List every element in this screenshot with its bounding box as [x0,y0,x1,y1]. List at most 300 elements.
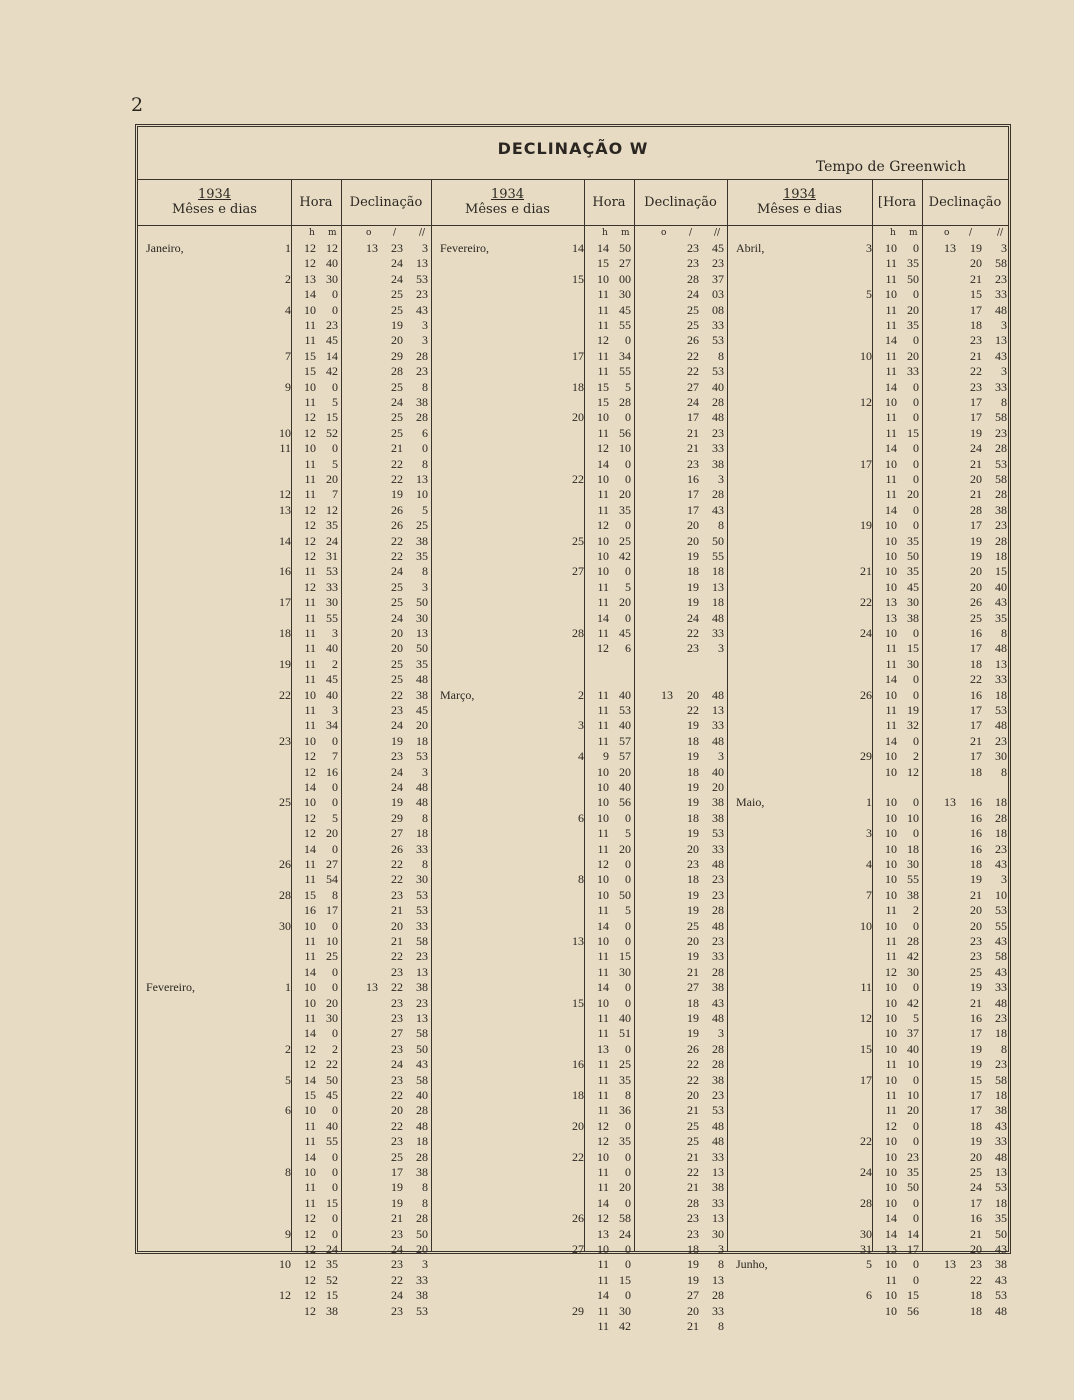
arc-seconds: 18 [995,1195,1007,1210]
unit-min: / [689,228,693,238]
hour: 14 [597,1288,609,1303]
arc-seconds: 8 [1001,395,1007,409]
minute: 35 [619,1072,631,1087]
arc-minutes: 17 [391,1165,403,1179]
unit-min: / [393,228,397,238]
day: 15 [572,271,584,286]
unit-m: m [328,228,337,238]
arc-minutes: 23 [391,995,403,1010]
hour: 10 [597,1149,609,1164]
table-row [138,241,1008,256]
arc-minutes: 18 [970,1303,982,1318]
hour: 12 [597,1118,609,1133]
arc-minutes: 21 [687,1319,699,1333]
hour: 11 [304,595,316,610]
minute: 52 [326,425,338,440]
hour: 10 [885,1072,897,1087]
hour: 10 [885,826,897,841]
hour: 10 [597,810,609,825]
minute: 30 [619,287,631,302]
arc-seconds: 58 [995,1072,1007,1087]
arc-minutes: 25 [391,672,403,687]
arc-seconds: 28 [416,1211,428,1226]
hour: 13 [597,1226,609,1241]
minute: 25 [619,533,631,548]
minute: 0 [913,1257,919,1272]
arc-seconds: 30 [416,610,428,625]
arc-seconds: 33 [995,287,1007,302]
arc-minutes: 23 [970,934,982,948]
day: 12 [860,395,872,409]
minute: 15 [326,410,338,425]
table-row [138,688,1008,703]
hour: 12 [304,1288,316,1303]
hour: 10 [885,533,897,548]
minute: 33 [326,579,338,594]
arc-minutes: 21 [391,903,403,918]
day: 10 [279,425,291,440]
minute: 32 [907,718,919,733]
arc-seconds: 13 [712,703,724,717]
minute: 5 [625,826,631,841]
arc-minutes: 20 [970,918,982,933]
day: 15 [572,995,584,1010]
minute: 35 [907,564,919,579]
hour: 11 [597,487,609,502]
unit-min: / [969,228,973,238]
degrees: 13 [944,795,956,810]
day: 6 [285,1103,291,1118]
arc-minutes: 19 [687,595,699,610]
arc-minutes: 25 [970,1165,982,1179]
minute: 0 [332,1149,338,1164]
day: 17 [860,456,872,471]
hour: 12 [304,1242,316,1256]
arc-minutes: 19 [687,1026,699,1041]
minute: 0 [332,841,338,856]
col-header-declination-3 [922,179,1008,225]
minute: 56 [619,795,631,810]
arc-minutes: 26 [391,502,403,517]
day: 3 [866,826,872,841]
minute: 10 [619,441,631,456]
hour: 10 [885,1195,897,1210]
hour: 11 [304,487,316,502]
minute: 55 [326,610,338,625]
minute: 55 [619,364,631,379]
minute: 15 [326,1195,338,1210]
col-header-months-3 [727,179,872,225]
hour: 11 [597,1026,609,1041]
arc-minutes: 22 [391,1272,403,1287]
hour: 13 [885,1242,897,1256]
arc-seconds: 28 [416,1103,428,1118]
minute: 15 [907,425,919,440]
arc-seconds: 48 [712,1134,724,1149]
hour: 10 [885,764,897,779]
arc-minutes: 25 [687,1134,699,1149]
hour: 11 [304,1195,316,1210]
arc-seconds: 28 [712,395,724,409]
arc-minutes: 25 [687,918,699,933]
arc-seconds: 40 [712,764,724,779]
arc-seconds: 33 [712,1195,724,1210]
arc-minutes: 23 [687,241,699,255]
minute: 35 [907,256,919,271]
minute: 20 [326,472,338,486]
arc-minutes: 24 [391,256,403,271]
arc-minutes: 21 [391,441,403,456]
minute: 0 [913,333,919,348]
hour: 14 [597,918,609,933]
minute: 31 [326,549,338,563]
hour: 11 [304,934,316,948]
minute: 0 [913,287,919,302]
day: 2 [578,687,584,702]
hour: 14 [885,441,897,456]
day: 16 [279,564,291,579]
table-row [138,1088,1008,1103]
minute: 53 [326,564,338,579]
unit-deg: o [661,228,667,238]
arc-minutes: 21 [687,964,699,979]
minute: 24 [619,1226,631,1241]
minute: 50 [907,549,919,563]
day: 22 [279,687,291,702]
arc-seconds: 45 [416,703,428,717]
arc-seconds: 13 [995,656,1007,671]
hour: 10 [885,1257,897,1272]
minute: 2 [913,903,919,918]
arc-seconds: 38 [416,980,428,995]
arc-seconds: 48 [995,718,1007,733]
hour: 12 [304,1057,316,1072]
arc-minutes: 16 [970,810,982,825]
minute: 0 [625,1195,631,1210]
minute: 35 [907,318,919,332]
hour: 10 [885,518,897,533]
arc-minutes: 21 [970,887,982,902]
month-name: Abril, [736,241,765,255]
minute: 20 [619,841,631,856]
minute: 5 [332,810,338,825]
arc-minutes: 25 [391,425,403,440]
arc-seconds: 13 [712,1272,724,1287]
minute: 30 [326,1011,338,1025]
arc-minutes: 17 [970,641,982,656]
table-row [138,1073,1008,1088]
arc-seconds: 8 [718,518,724,533]
arc-seconds: 58 [416,1072,428,1087]
minute: 35 [326,1257,338,1272]
day: 8 [578,872,584,887]
arc-minutes: 19 [970,1057,982,1072]
hour: 10 [885,749,897,764]
minute: 0 [913,918,919,933]
minute: 0 [625,934,631,948]
arc-minutes: 21 [970,995,982,1010]
minute: 12 [326,241,338,255]
arc-seconds: 48 [712,1118,724,1133]
arc-seconds: 53 [416,887,428,902]
minute: 0 [332,1211,338,1226]
minute: 23 [326,318,338,332]
arc-minutes: 22 [391,1088,403,1102]
arc-seconds: 53 [416,903,428,918]
arc-minutes: 19 [970,533,982,548]
col-header-months-1 [138,179,291,225]
hour: 15 [304,887,316,902]
minute: 35 [907,1165,919,1179]
hour: 12 [304,579,316,594]
minute: 42 [619,1319,631,1333]
minute: 25 [326,949,338,964]
arc-seconds: 48 [712,687,724,702]
hour: 14 [304,1149,316,1164]
hour: 11 [304,318,316,332]
arc-seconds: 3 [422,241,428,255]
minute: 10 [907,810,919,825]
arc-seconds: 38 [995,1103,1007,1118]
arc-seconds: 13 [712,1165,724,1179]
arc-seconds: 23 [416,995,428,1010]
arc-seconds: 55 [995,918,1007,933]
arc-minutes: 25 [391,579,403,594]
arc-seconds: 53 [712,333,724,348]
minute: 45 [619,626,631,640]
unit-sec: // [419,228,426,238]
minute: 35 [619,502,631,517]
arc-minutes: 17 [970,410,982,425]
minute: 38 [907,887,919,902]
hour: 10 [885,549,897,563]
minute: 53 [619,703,631,717]
hour: 10 [885,995,897,1010]
table-row [138,287,1008,302]
arc-minutes: 23 [391,1226,403,1241]
arc-seconds: 03 [712,287,724,302]
minute: 0 [913,379,919,394]
day: 9 [285,1226,291,1241]
day: 27 [572,1242,584,1256]
arc-seconds: 8 [1001,626,1007,640]
arc-seconds: 28 [416,1149,428,1164]
hour: 10 [597,934,609,948]
arc-seconds: 48 [995,641,1007,656]
day: 1 [866,795,872,810]
day: 31 [860,1242,872,1256]
arc-seconds: 15 [995,564,1007,579]
hour: 11 [885,718,897,733]
minute: 40 [619,718,631,733]
hour: 11 [885,934,897,948]
arc-seconds: 38 [416,1165,428,1179]
month-name: Maio, [736,795,765,810]
hour: 10 [597,795,609,810]
arc-minutes: 24 [391,564,403,579]
minute: 35 [619,1134,631,1149]
arc-seconds: 3 [422,1257,428,1272]
hour: 11 [597,949,609,964]
hour: 11 [597,348,609,363]
hour: 14 [304,964,316,979]
hour: 10 [885,241,897,255]
day: 15 [860,1041,872,1056]
arc-minutes: 17 [970,703,982,717]
arc-minutes: 26 [391,841,403,856]
hour: 14 [304,1072,316,1087]
arc-seconds: 58 [995,410,1007,425]
arc-minutes: 21 [970,348,982,363]
minute: 5 [625,579,631,594]
minute: 45 [326,672,338,687]
table-row [138,534,1008,549]
minute: 20 [907,348,919,363]
minute: 0 [913,1195,919,1210]
hour: 10 [885,395,897,409]
arc-seconds: 28 [712,487,724,502]
arc-minutes: 24 [391,395,403,409]
arc-minutes: 20 [687,1088,699,1102]
hour: 10 [885,564,897,579]
arc-minutes: 21 [687,1180,699,1195]
arc-minutes: 19 [391,1195,403,1210]
arc-seconds: 58 [416,934,428,948]
arc-seconds: 33 [995,379,1007,394]
unit-sec: // [997,228,1004,238]
table-row [138,903,1008,918]
table-row [138,410,1008,425]
arc-seconds: 33 [712,626,724,640]
arc-seconds: 13 [416,964,428,979]
arc-minutes: 24 [687,287,699,302]
arc-minutes: 20 [391,641,403,656]
hour: 12 [304,256,316,271]
arc-minutes: 21 [970,487,982,502]
minute: 0 [332,1026,338,1041]
arc-minutes: 26 [687,1041,699,1056]
day: 3 [578,718,584,733]
arc-minutes: 19 [970,549,982,563]
day: 19 [279,656,291,671]
arc-minutes: 20 [391,918,403,933]
arc-seconds: 35 [416,549,428,563]
arc-minutes: 22 [970,364,982,379]
hour: 14 [885,502,897,517]
hour: 11 [885,425,897,440]
day: 10 [860,918,872,933]
hour: 12 [885,964,897,979]
arc-seconds: 38 [416,1288,428,1303]
units-row [138,227,1008,239]
arc-minutes: 21 [970,271,982,286]
arc-seconds: 18 [712,595,724,610]
hour: 11 [597,1272,609,1287]
hour: 11 [304,672,316,687]
arc-seconds: 48 [712,918,724,933]
declination-table [135,124,1011,1333]
hour: 10 [885,810,897,825]
arc-seconds: 50 [712,533,724,548]
arc-seconds: 13 [712,1211,724,1226]
day: 12 [279,1288,291,1303]
arc-seconds: 58 [995,949,1007,964]
arc-seconds: 38 [416,533,428,548]
arc-minutes: 16 [970,841,982,856]
col-header-declination-label: Declinação [928,194,1002,210]
table-row [138,472,1008,487]
arc-seconds: 38 [712,456,724,471]
arc-seconds: 40 [995,579,1007,594]
arc-seconds: 38 [712,795,724,810]
minute: 20 [326,826,338,841]
arc-seconds: 8 [422,564,428,579]
minute: 0 [625,810,631,825]
arc-minutes: 19 [687,826,699,841]
arc-seconds: 43 [995,857,1007,871]
arc-seconds: 23 [712,256,724,271]
arc-minutes: 21 [391,934,403,948]
arc-minutes: 18 [970,656,982,671]
arc-minutes: 20 [687,1303,699,1318]
arc-minutes: 23 [970,949,982,964]
minute: 42 [907,995,919,1010]
minute: 37 [907,1026,919,1041]
hour: 10 [885,1041,897,1056]
arc-seconds: 35 [416,656,428,671]
minute: 45 [619,302,631,317]
table-row [138,857,1008,872]
hour: 14 [304,841,316,856]
arc-seconds: 53 [416,749,428,764]
arc-minutes: 22 [687,703,699,717]
minute: 15 [326,1288,338,1303]
arc-seconds: 48 [712,733,724,748]
minute: 40 [326,687,338,702]
hour: 9 [603,749,609,764]
minute: 17 [907,1242,919,1256]
arc-minutes: 19 [687,903,699,918]
arc-seconds: 43 [995,348,1007,363]
day: 14 [279,533,291,548]
hour: 12 [597,1211,609,1226]
arc-minutes: 20 [391,626,403,640]
arc-seconds: 23 [712,934,724,948]
arc-minutes: 22 [687,1057,699,1072]
arc-seconds: 23 [712,887,724,902]
arc-minutes: 20 [970,256,982,271]
hour: 10 [597,764,609,779]
hour: 12 [304,810,316,825]
col-header-hour-label: Hora [592,194,626,210]
minute: 45 [326,1088,338,1102]
hour: 10 [597,780,609,794]
minute: 00 [619,271,631,286]
table-row [138,1011,1008,1026]
hour: 14 [597,610,609,625]
arc-minutes: 19 [687,749,699,764]
arc-seconds: 48 [416,795,428,810]
table-row [138,1196,1008,1211]
minute: 35 [907,533,919,548]
arc-seconds: 28 [416,410,428,425]
hour: 11 [304,610,316,625]
arc-minutes: 25 [391,302,403,317]
minute: 16 [326,764,338,779]
table-row [138,426,1008,441]
arc-minutes: 19 [687,718,699,733]
arc-minutes: 22 [391,687,403,702]
